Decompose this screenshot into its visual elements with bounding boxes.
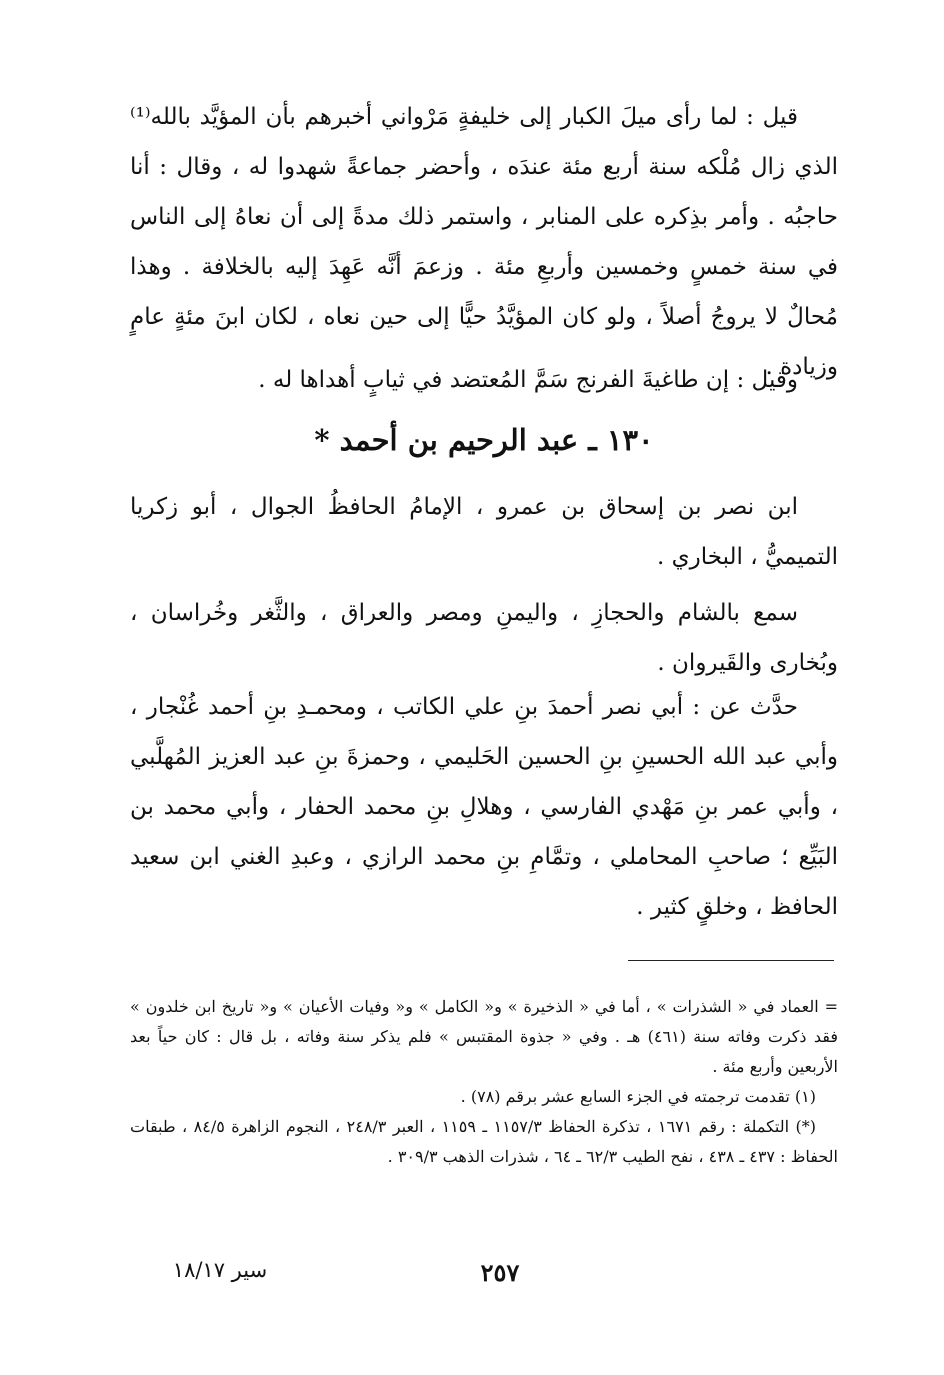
paragraph-1: قيل : لما رأى ميلَ الكبار إلى خليفةٍ مَرْواني أخبرهم بأن المؤيَّد بالله⁽¹⁾ الذي زال مُلْكه سنة أربع مئة عندَه ، وأحضر جماعةً شهدوا له ، وقال : أنا حاجبُه . وأمر بذِكره على المنابر ، واستمر ذلك مدةً إلى أن نعاهُ إلى الناس في سنة خمسٍ وخمسين وأربعِ مئة . وزعمَ أنَّه عَهِدَ إليه بالخلافة . وهذا مُحالٌ لا يروجُ أصلاً ، ولو كان المؤيَّدُ حيًّا إلى حين نعاه ، لكان ابنَ مئةٍ عامٍ وزيادة . [130, 104, 838, 380]
footnotes [130, 992, 838, 1172]
footnote-divider [628, 960, 834, 961]
entry-heading: ١٣٠ ـ عبد الرحيم بن أحمد * [314, 423, 654, 457]
paragraph-2: وقيل : إن طاغيةَ الفرنج سَمَّ المُعتضد في ثيابٍ أهداها له . [258, 367, 798, 393]
footnote-1: (١) تقدمت ترجمته في الجزء السابع عشر برقم (٧٨) . [460, 1087, 816, 1106]
printer-signature: سير ١٨/١٧ [172, 1258, 268, 1282]
page-number: ٢٥٧ [480, 1258, 520, 1287]
page-footer [130, 1258, 838, 1298]
footnote-continuation: = العماد في « الشذرات » ، أما في « الذخيرة » و« الكامل » و« وفيات الأعيان » و« تاريخ ابن خلدون » فقد ذكرت وفاته سنة (٤٦١) هـ . وفي « جذوة المقتبس » فلم يذكر سنة وفاته ، بل قال : كان حياً بعد الأربعين وأربع مئة . [130, 997, 839, 1076]
paragraph-3: ابن نصر بن إسحاق بن عمرو ، الإمامُ الحافظُ الجوال ، أبو زكريا التميميُّ ، البخاري . [130, 494, 838, 570]
footnote-star: (*) التكملة : رقم ١٦٧١ ، تذكرة الحفاظ ١١٥٧/٣ ـ ١١٥٩ ، العبر ٢٤٨/٣ ، النجوم الزاهرة ٨٤/٥ ، طبقات الحفاظ : ٤٣٧ ـ ٤٣٨ ، نفح الطيب ٦٢/٣ ـ ٦٤ ، شذرات الذهب ٣٠٩/٣ . [130, 1117, 838, 1166]
paragraph-4: سمع بالشام والحجازِ ، واليمنِ ومصر والعراق ، والثَّغر وخُراسان ، وبُخارى والقَيروان . [130, 600, 838, 676]
paragraph-5: حدَّث عن : أبي نصر أحمدَ بنِ علي الكاتب ، ومحمـدِ بنِ أحمد غُنْجار ، وأبي عبد الله الحسينِ بنِ الحسين الحَليمي ، وحمزةَ بنِ عبد العزيز المُهلَّبي ، وأبي عمر بنِ مَهْدي الفارسي ، وهلالِ بنِ محمد الحفار ، وأبي محمد بن البَيِّع ؛ صاحبِ المحاملي ، وتمَّامِ بنِ محمد الرازي ، وعبدِ الغني ابن سعيد الحافظ ، وخلقٍ كثير . [130, 694, 838, 920]
